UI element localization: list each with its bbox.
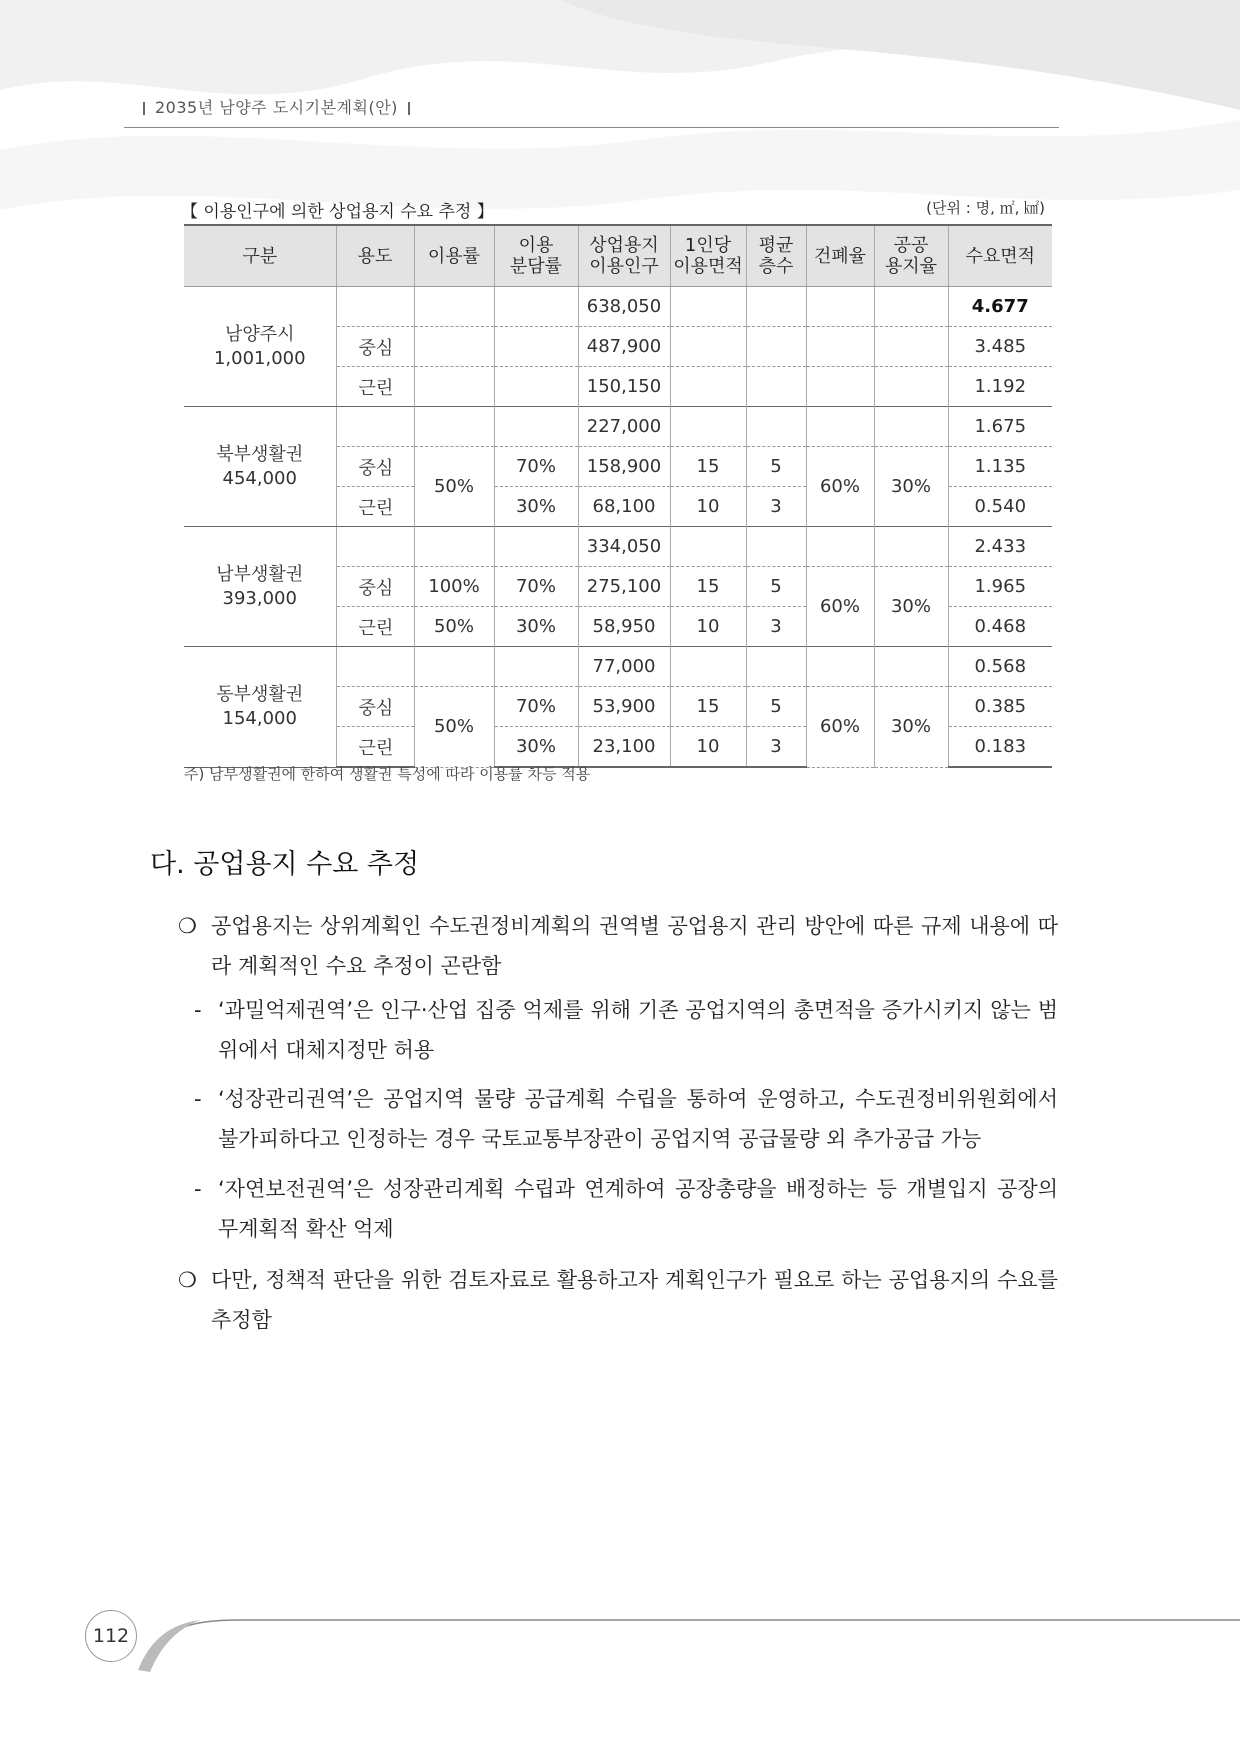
- table-row: [184, 647, 1052, 687]
- section-title: 다. 공업용지 수요 추정: [150, 849, 420, 880]
- cell-share: [494, 287, 578, 327]
- cell-coverage: [806, 527, 874, 567]
- cell-users: 53,900: [578, 687, 670, 727]
- cell-per-capita: [670, 407, 746, 447]
- region-cell: [184, 407, 336, 527]
- cell-per-capita: 10: [670, 487, 746, 527]
- region-name: 남부생활권: [216, 563, 304, 585]
- cell-floors: 3: [746, 607, 806, 647]
- col-users-line2: 이용인구: [589, 256, 659, 277]
- circle-bullet-icon: ❍: [178, 914, 197, 938]
- col-use: 용도: [336, 225, 414, 287]
- cell-users: 77,000: [578, 647, 670, 687]
- cell-users: 58,950: [578, 607, 670, 647]
- cell-floors: [746, 407, 806, 447]
- cell-coverage: [806, 287, 874, 327]
- paragraph-text: ‘성장관리권역’은 공업지역 물량 공급계획 수립을 통하여 운영하고, 수도권정비위원회에서 불가피하다고 인정하는 경우 국토교통부장관이 공업지역 공급물량 외 추가공급 가능: [218, 1087, 1058, 1151]
- cell-share: [494, 367, 578, 407]
- col-public-line2: 용지율: [884, 256, 938, 277]
- cell-share: 70%: [494, 687, 578, 727]
- header-bar-left: [143, 102, 145, 115]
- cell-share: 70%: [494, 567, 578, 607]
- cell-demand: 3.485: [948, 327, 1052, 367]
- dash-bullet-icon: -: [194, 998, 202, 1022]
- col-per-capita-line2: 이용면적: [673, 256, 743, 277]
- cell-coverage: [806, 647, 874, 687]
- cell-coverage: 60%: [806, 687, 874, 768]
- cell-floors: [746, 327, 806, 367]
- col-share: [494, 225, 578, 287]
- col-users-line1: 상업용지: [589, 235, 659, 256]
- cell-share: 30%: [494, 727, 578, 768]
- cell-floors: [746, 287, 806, 327]
- cell-per-capita: 15: [670, 447, 746, 487]
- cell-coverage: [806, 327, 874, 367]
- cell-use: 중심: [336, 327, 414, 367]
- cell-demand: 4.677: [948, 287, 1052, 327]
- cell-public: [874, 367, 948, 407]
- region-population: 393,000: [222, 587, 297, 609]
- col-public: [874, 225, 948, 287]
- region-name: 동부생활권: [216, 683, 304, 705]
- dash-bullet-icon: -: [194, 1087, 202, 1111]
- cell-coverage: [806, 367, 874, 407]
- cell-per-capita: [670, 327, 746, 367]
- cell-per-capita: 15: [670, 567, 746, 607]
- cell-demand: 0.385: [948, 687, 1052, 727]
- cell-demand: 1.965: [948, 567, 1052, 607]
- header-rule: [124, 127, 1059, 128]
- cell-share: [494, 527, 578, 567]
- region-population: 454,000: [222, 467, 297, 489]
- table-note: 주) 남부생활권에 한하여 생활권 특성에 따라 이용률 차등 적용: [184, 765, 591, 783]
- cell-demand: 1.135: [948, 447, 1052, 487]
- table-header-row: [184, 225, 1052, 287]
- table-row: [184, 287, 1052, 327]
- cell-usage: 50%: [414, 607, 494, 647]
- table-row: [184, 527, 1052, 567]
- cell-per-capita: 10: [670, 607, 746, 647]
- cell-usage: [414, 407, 494, 447]
- cell-floors: [746, 367, 806, 407]
- cell-public: [874, 407, 948, 447]
- cell-use: 중심: [336, 687, 414, 727]
- paragraph-text: ‘과밀억제권역’은 인구·산업 집중 억제를 위해 기존 공업지역의 총면적을 증가시키지 않는 범위에서 대체지정만 허용: [218, 998, 1058, 1062]
- cell-use: 근린: [336, 487, 414, 527]
- page-number: 112: [85, 1610, 137, 1662]
- region-name: 북부생활권: [216, 443, 304, 465]
- col-coverage: 건폐율: [806, 225, 874, 287]
- dash-bullet-icon: -: [194, 1177, 202, 1201]
- cell-users: 150,150: [578, 367, 670, 407]
- cell-demand: 1.192: [948, 367, 1052, 407]
- region-name: 남양주시: [224, 323, 295, 345]
- cell-per-capita: [670, 647, 746, 687]
- cell-coverage: [806, 407, 874, 447]
- cell-usage: [414, 367, 494, 407]
- col-demand: 수요면적: [948, 225, 1052, 287]
- cell-users: 334,050: [578, 527, 670, 567]
- cell-demand: 2.433: [948, 527, 1052, 567]
- cell-share: 30%: [494, 607, 578, 647]
- cell-per-capita: 10: [670, 727, 746, 768]
- cell-usage: 50%: [414, 447, 494, 527]
- running-header: [133, 95, 420, 118]
- cell-floors: 5: [746, 567, 806, 607]
- header-bar-right: [408, 102, 410, 115]
- cell-public: 30%: [874, 687, 948, 768]
- cell-per-capita: [670, 287, 746, 327]
- cell-users: 487,900: [578, 327, 670, 367]
- col-public-line1: 공공: [893, 235, 929, 256]
- paragraph: [178, 1079, 1058, 1159]
- paragraph-text: ‘자연보전권역’은 성장관리계획 수립과 연계하여 공장총량을 배정하는 등 개별입지 공장의 무계획적 확산 억제: [218, 1177, 1058, 1241]
- cell-use: 근린: [336, 727, 414, 768]
- cell-usage: [414, 527, 494, 567]
- col-share-line2: 분담률: [509, 256, 563, 277]
- col-per-capita-line1: 1인당: [684, 235, 732, 256]
- commercial-demand-table: [184, 224, 1052, 768]
- col-floors-line2: 층수: [758, 256, 794, 277]
- table-unit: (단위 : 명, ㎡, ㎢): [926, 199, 1045, 217]
- cell-use: [336, 527, 414, 567]
- cell-users: 227,000: [578, 407, 670, 447]
- cell-users: 158,900: [578, 447, 670, 487]
- paragraph-text: 공업용지는 상위계획인 수도권정비계획의 권역별 공업용지 관리 방안에 따른 규제 내용에 따라 계획적인 수요 추정이 곤란함: [211, 914, 1058, 978]
- cell-use: [336, 647, 414, 687]
- paragraph: [178, 1169, 1058, 1249]
- col-share-line1: 이용: [518, 235, 554, 256]
- cell-public: 30%: [874, 447, 948, 527]
- paragraph-text: 다만, 정책적 판단을 위한 검토자료로 활용하고자 계획인구가 필요로 하는 공업용지의 수요를 추정함: [211, 1268, 1058, 1332]
- cell-public: [874, 327, 948, 367]
- cell-public: [874, 287, 948, 327]
- cell-floors: 3: [746, 727, 806, 768]
- cell-users: 275,100: [578, 567, 670, 607]
- table-caption: 【 이용인구에 의한 상업용지 수요 추정 】: [181, 202, 494, 222]
- cell-use: 중심: [336, 447, 414, 487]
- cell-floors: [746, 527, 806, 567]
- paragraph: [178, 990, 1058, 1070]
- cell-usage: 100%: [414, 567, 494, 607]
- region-cell: [184, 527, 336, 647]
- cell-demand: 0.183: [948, 727, 1052, 768]
- cell-usage: 50%: [414, 687, 494, 768]
- cell-use: 근린: [336, 367, 414, 407]
- cell-demand: 0.540: [948, 487, 1052, 527]
- region-cell: [184, 287, 336, 407]
- cell-coverage: 60%: [806, 447, 874, 527]
- region-population: 154,000: [222, 707, 297, 729]
- cell-use: [336, 407, 414, 447]
- table-row: [184, 407, 1052, 447]
- cell-per-capita: [670, 367, 746, 407]
- cell-floors: 5: [746, 687, 806, 727]
- cell-per-capita: [670, 527, 746, 567]
- cell-share: [494, 407, 578, 447]
- col-users: [578, 225, 670, 287]
- cell-floors: 5: [746, 447, 806, 487]
- footer-swoosh-decoration: [0, 1600, 1240, 1680]
- cell-usage: [414, 327, 494, 367]
- cell-share: 30%: [494, 487, 578, 527]
- col-per-capita: [670, 225, 746, 287]
- region-population: 1,001,000: [213, 347, 306, 369]
- cell-public: 30%: [874, 567, 948, 647]
- cell-users: 68,100: [578, 487, 670, 527]
- cell-floors: 3: [746, 487, 806, 527]
- col-floors: [746, 225, 806, 287]
- cell-per-capita: 15: [670, 687, 746, 727]
- cell-demand: 0.468: [948, 607, 1052, 647]
- cell-floors: [746, 647, 806, 687]
- cell-demand: 1.675: [948, 407, 1052, 447]
- circle-bullet-icon: ❍: [178, 1268, 197, 1292]
- col-usage-rate: 이용률: [414, 225, 494, 287]
- cell-share: 70%: [494, 447, 578, 487]
- col-floors-line1: 평균: [758, 235, 794, 256]
- cell-demand: 0.568: [948, 647, 1052, 687]
- paragraph: [178, 1260, 1058, 1340]
- cell-share: [494, 327, 578, 367]
- header-title: 2035년 남양주 도시기본계획(안): [155, 98, 398, 117]
- cell-users: 23,100: [578, 727, 670, 768]
- cell-share: [494, 647, 578, 687]
- cell-usage: [414, 647, 494, 687]
- region-cell: [184, 647, 336, 768]
- cell-use: 중심: [336, 567, 414, 607]
- cell-coverage: 60%: [806, 567, 874, 647]
- col-division: 구분: [184, 225, 336, 287]
- cell-use: [336, 287, 414, 327]
- cell-public: [874, 527, 948, 567]
- cell-usage: [414, 287, 494, 327]
- paragraph: [178, 906, 1058, 986]
- cell-users: 638,050: [578, 287, 670, 327]
- cell-use: 근린: [336, 607, 414, 647]
- cell-public: [874, 647, 948, 687]
